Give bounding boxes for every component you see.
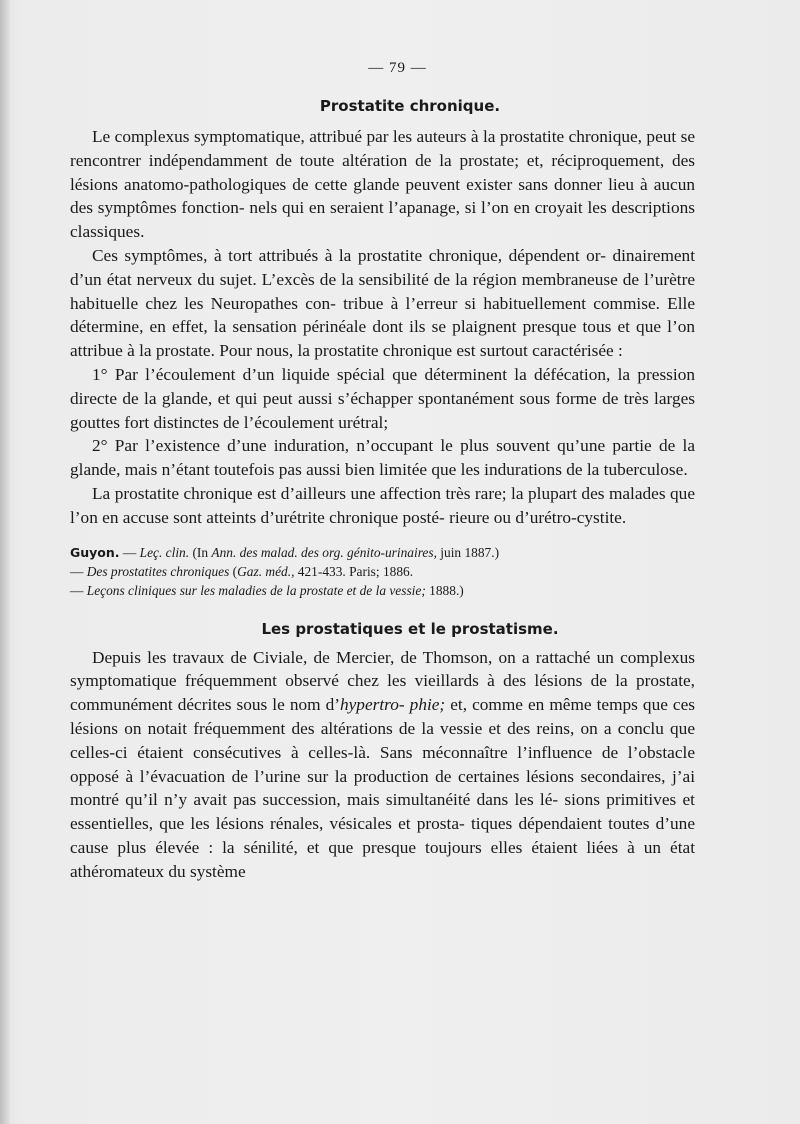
reference-pages: 421-433. Paris; 1886. (294, 563, 414, 579)
reference-dash: — (70, 563, 87, 579)
section-title-prostatiques: Les prostatiques et le prostatisme. (261, 619, 559, 638)
page-gutter-shadow (0, 0, 10, 1124)
reference-author: Guyon. (70, 544, 120, 560)
paragraph-4-item-2: 2° Par l’existence d’une induration, n’occupant le plus souvent qu’une partie de la glande, mais n’étant toutefois pas aussi bien limitée que les indurations de la tuberculose. (70, 436, 695, 480)
section-title-prostatite-chronique: Prostatite chronique. (319, 97, 501, 115)
reference-date: 1888.) (425, 582, 464, 598)
paragraph-1: Le complexus symptomatique, attribué par les auteurs à la prostatite chronique, peut se rencontrer indépendamment de toute altération de la prostate; et, réciproquement, des lésions anatomo-pathologiques de cette glande peuvent exister sans donner lieu à aucun des symptômes fonction- nels qui en seraient l’apanage, si l’on en croyait les descriptions classiques. (70, 127, 695, 242)
paragraph-6 (70, 646, 695, 884)
reference-title: Des prostatites chroniques (86, 563, 230, 579)
page-number: — 79 — (368, 60, 427, 76)
reference-2 (70, 562, 695, 581)
paragraph-2: Ces symptômes, à tort attribués à la prostatite chronique, dépendent or- dinairement d’un état nerveux du sujet. L’excès de la sensibilité de la région membraneuse de l’urètre habituelle chez les Neuropathes con- tribue à l’erreur si habituellement commise. Elle détermine, en effet, la sensation périnéale dont ils se plaignent presque tous et que l’on attribue à la prostate. Pour nous, la prostatite chronique est surtout caractérisée : (70, 245, 695, 361)
reference-dash: — (70, 582, 87, 598)
reference-3 (70, 581, 695, 600)
paragraph-6-text-b: et, comme en même temps que ces lésions on notait fréquemment des altérations de la vessie et des reins, on a conclu que celles-ci étaient consécutives à celles-là. Sans méconnaître l’influence de l’obstacle opposé à l’évacuation de l’urine sur la production de certaines lésions secondaires, j’ai montré qu’il n’y avait pas succession, mais simultanéité dans les lé- sions primitives et essentielles, que les lésions rénales, vésicales et prosta- tiques dépendaient toutes d’une cause plus élevée : la sénilité, et que presque toujours elles étaient liées à un état athéromateux du système (70, 695, 695, 881)
page-content (70, 60, 695, 884)
reference-separator: — (119, 544, 140, 560)
reference-title: Leç. clin. (139, 544, 190, 560)
reference-journal: Ann. des malad. des org. génito-urinaires, (211, 544, 437, 560)
reference-date: juin 1887.) (436, 544, 500, 560)
references (70, 543, 695, 600)
reference-journal: Gaz. méd., (237, 563, 295, 579)
paragraph-6-italic-term: hypertro- phie; (340, 695, 446, 715)
reference-paren: ( (229, 563, 238, 579)
paragraph-6-text-a: Depuis les travaux de Civiale, de Mercier, de Thomson, on a rattaché un complexus symptomatique fréquemment observé chez les vieillards à des lésions de la prostate, communément décrites sous le nom d’ (70, 647, 695, 715)
reference-title: Leçons cliniques sur les maladies de la prostate et de la vessie; (86, 582, 426, 598)
paragraph-3-item-1: 1° Par l’écoulement d’un liquide spécial que déterminent la défécation, la pression directe de la glande, et qui peut aussi s’échapper spontanément sous forme de très larges gouttes fort distinctes de l’écoulement urétral; (70, 364, 695, 432)
reference-in: (In (189, 544, 212, 560)
reference-1 (70, 543, 695, 562)
paragraph-5: La prostatite chronique est d’ailleurs une affection très rare; la plupart des malades que l’on en accuse sont atteints d’urétrite chronique posté- rieure ou d’urétro-cystite. (70, 483, 695, 527)
